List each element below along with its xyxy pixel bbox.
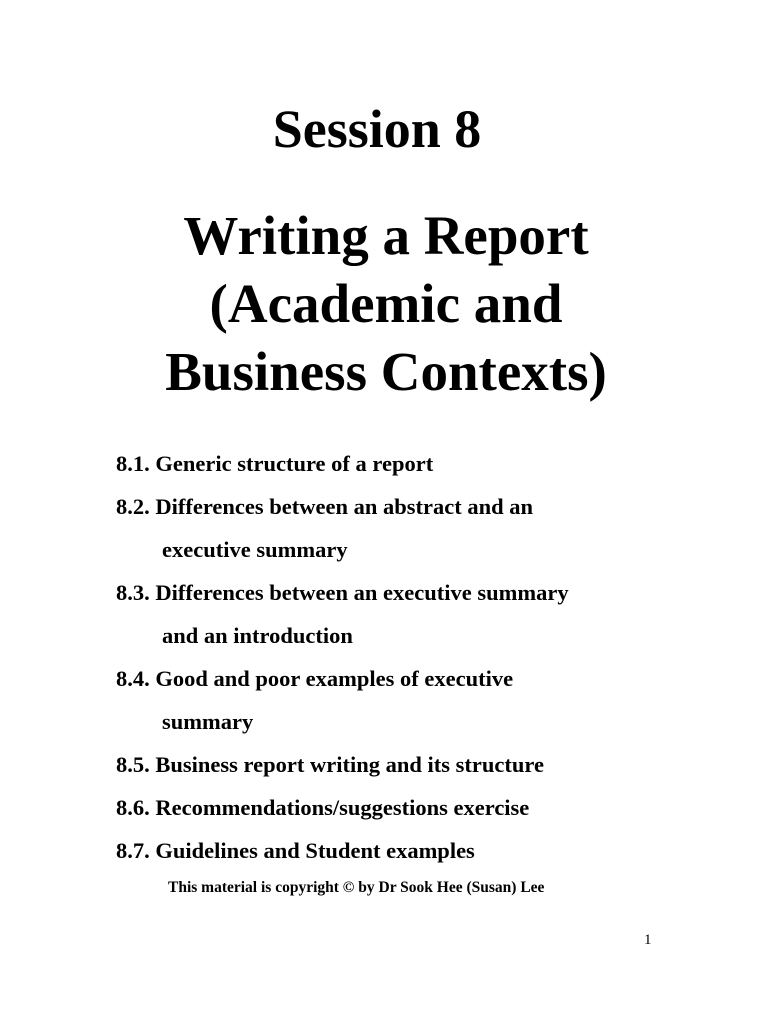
session-heading: Session 8 [272,99,482,159]
toc-item-8-3: 8.3. Differences between an executive summary [116,580,569,605]
toc-item-8-1: 8.1. Generic structure of a report [116,451,434,476]
page-number: 1 [644,932,652,948]
table-of-contents [116,442,736,872]
title-line-3: Business Contexts) [165,341,607,402]
toc-item-8-5: 8.5. Business report writing and its structure [116,752,544,777]
toc-item-8-4-continued: summary [162,709,254,734]
toc-item-8-2: 8.2. Differences between an abstract and an [116,494,534,519]
toc-item-8-7: 8.7. Guidelines and Student examples [116,838,475,863]
document-title [0,202,768,406]
toc-item-8-6: 8.6. Recommendations/suggestions exercise [116,795,530,820]
toc-item-8-3-continued: and an introduction [162,623,353,648]
toc-item-8-2-continued: executive summary [162,537,348,562]
title-line-2: (Academic and [209,273,563,334]
toc-item-8-4: 8.4. Good and poor examples of executive [116,666,514,691]
title-line-1: Writing a Report [183,205,589,266]
copyright-notice: This material is copyright © by Dr Sook Hee (Susan) Lee [168,879,545,896]
